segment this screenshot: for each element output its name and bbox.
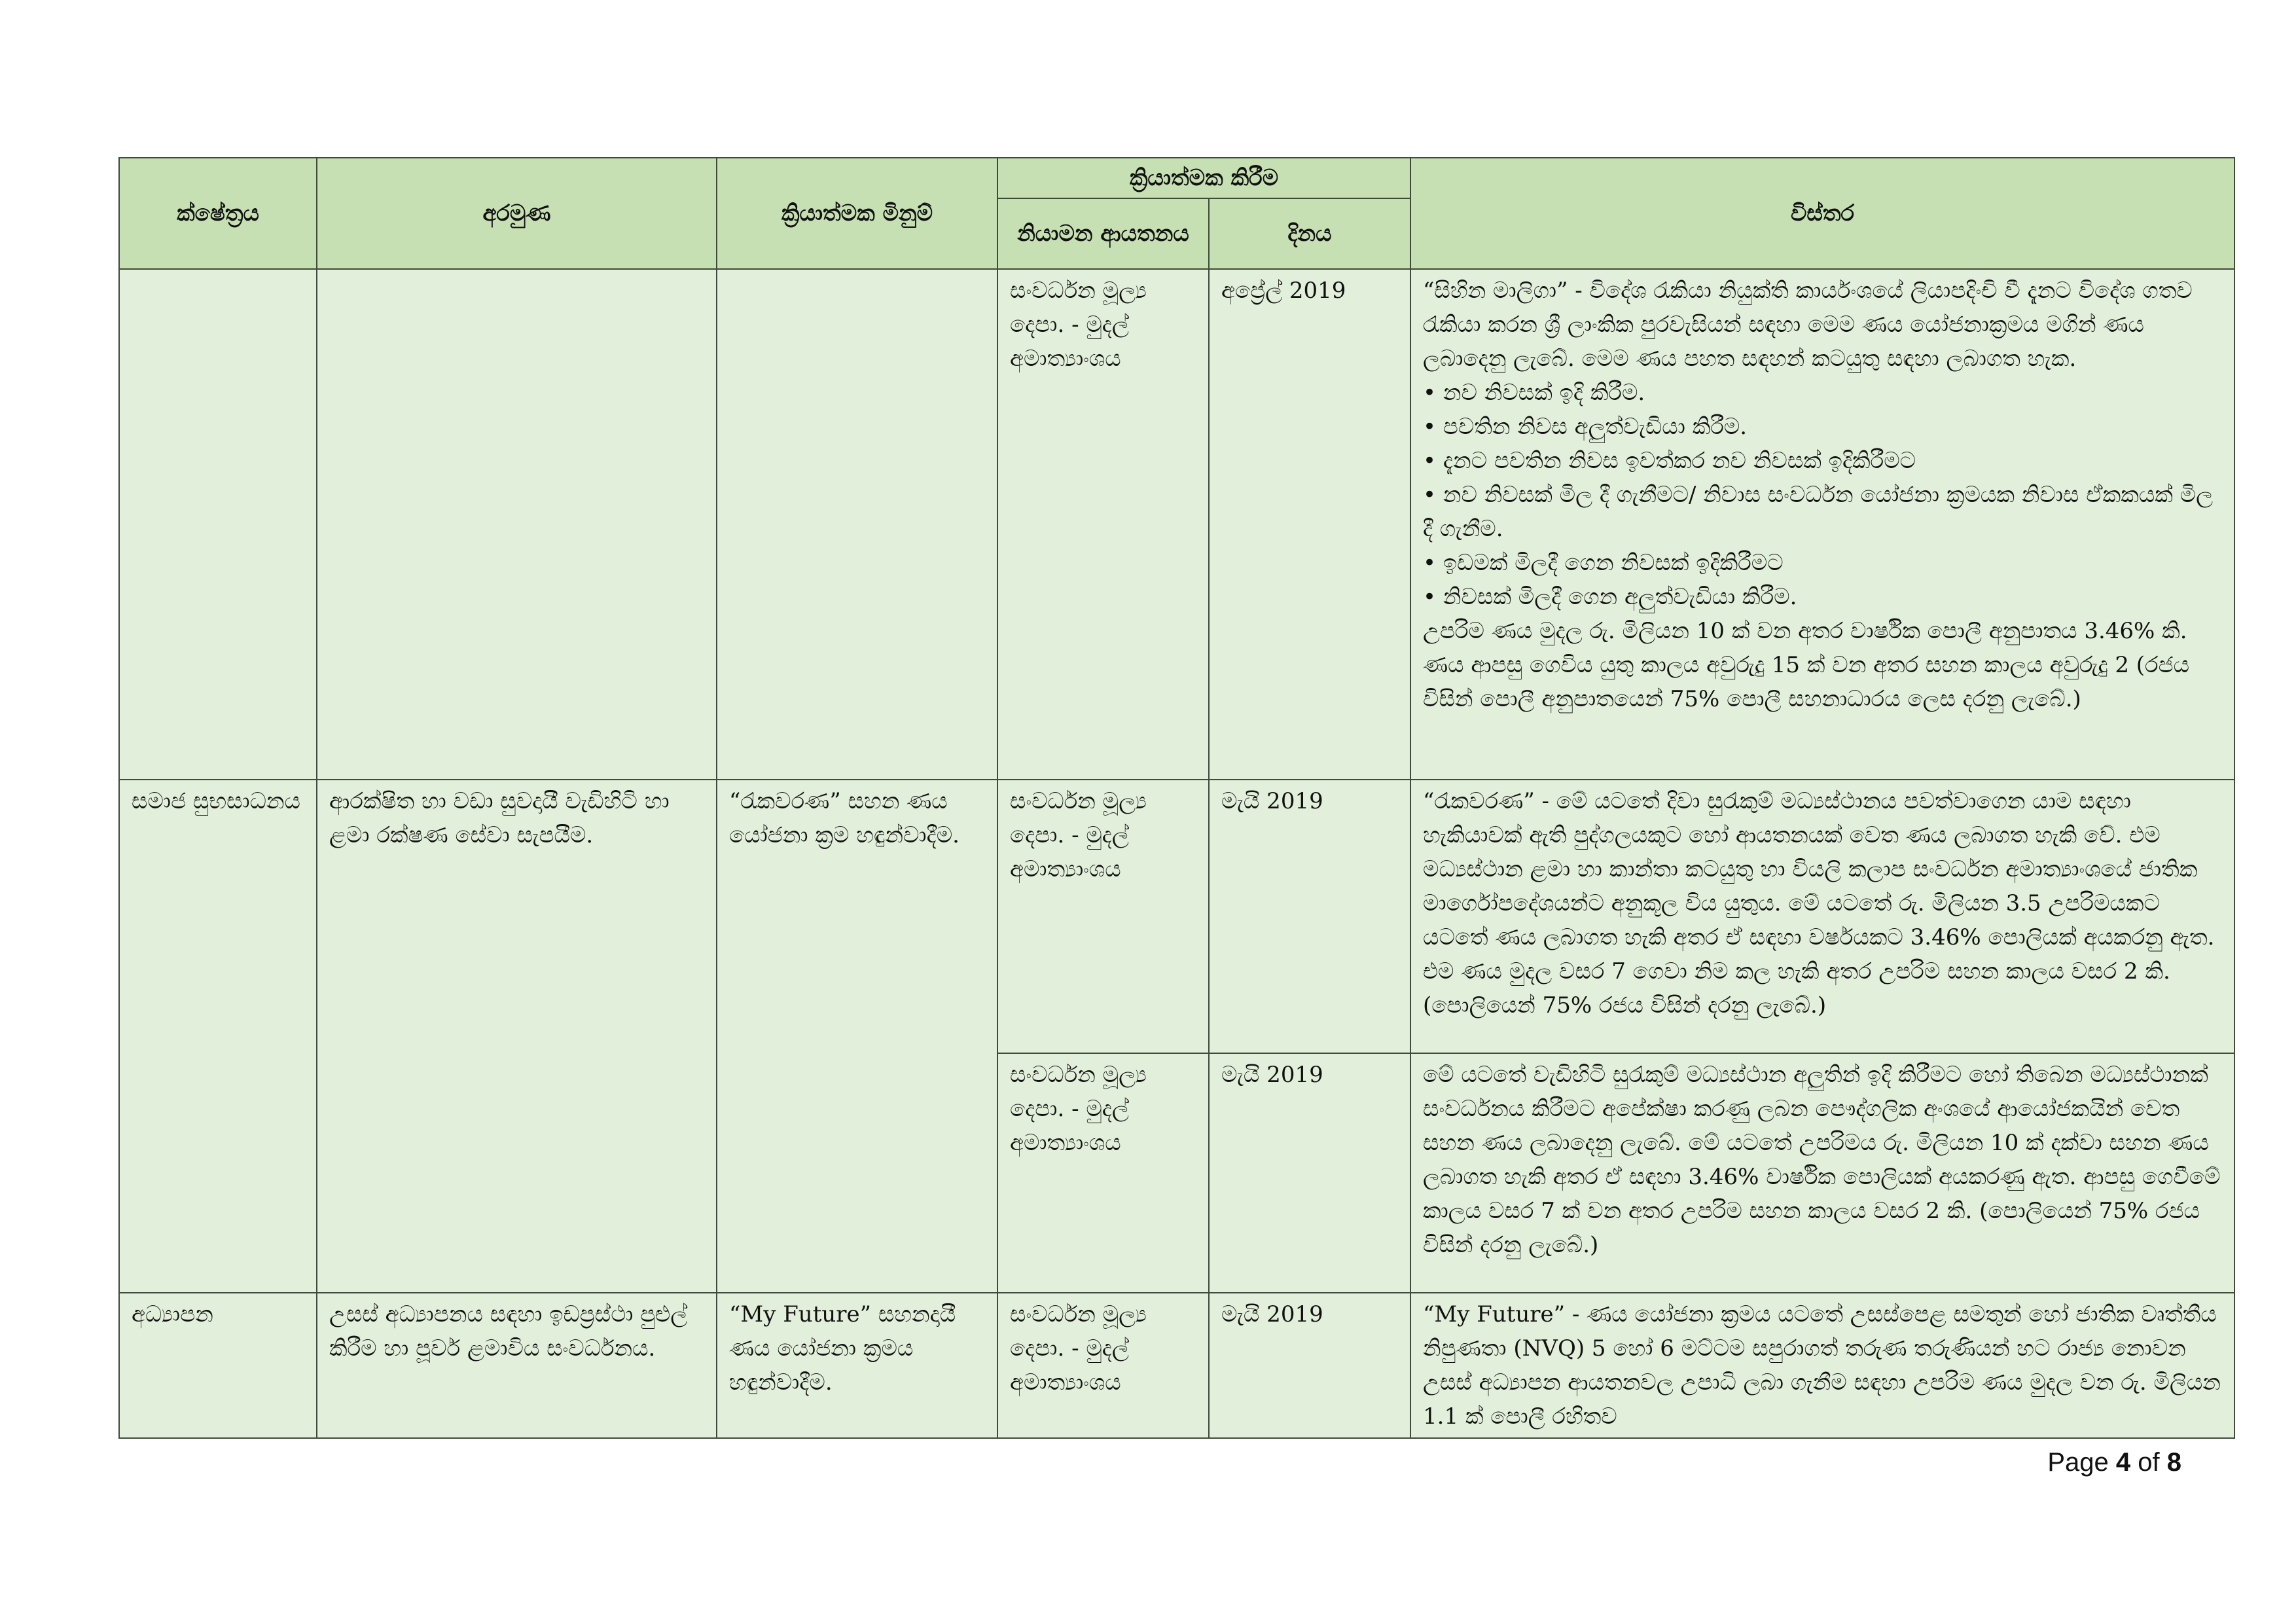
- detail-bullet: • නිවසක් මිලදී ගෙන අලුත්වැඩියා කිරීම.: [1423, 584, 1797, 610]
- cell-measure: [717, 269, 997, 780]
- detail-bullet: • නව නිවසක් මිල දී ගැනීමට/ නිවාස සංවර්ධන යෝජනා ක්‍රමයක නිවාස ඒකකයක් මිල දී ගැනීම.: [1423, 482, 2214, 542]
- header-sector: ක්ෂේත්‍රය: [119, 158, 317, 269]
- detail-paragraph: මේ යටතේ වැඩිහිටි සුරැකුම් මධ්‍යස්ථාන අලුතින් ඉදි කිරීමට හෝ තිබෙන මධ්‍යස්ථානක් සංවර්ධනය කිරීමට අපේක්ෂා කරණු ලබන පෞද්ගලික අංශයේ ආයෝජකයින් වෙත සහන ණය ලබාදෙනු ලැබේ. මේ යටතේ උපරිමය රු. මිලියන 10 ක් දක්වා සහන ණය ලබාගත හැකි අතර ඒ සඳහා 3.46% වාර්ෂික පොලියක් අයකරණු ඇත. ආපසු ගෙවීමේ කාලය වසර 7 ක් වන අතර උපරිම සහන කාලය වසර 2 කි. (පොලියෙන් 75% රජය විසින් දරනු ලැබේ.): [1423, 1062, 2221, 1258]
- cell-sector: සමාජ සුභසාධනය: [119, 780, 317, 1293]
- table-row: [119, 780, 2234, 1053]
- cell-date: මැයි 2019: [1209, 780, 1410, 1053]
- page-of-label: of: [2138, 1448, 2160, 1477]
- table-row: [119, 269, 2234, 780]
- cell-date: අප්‍රේල් 2019: [1209, 269, 1410, 780]
- cell-date: මැයි 2019: [1209, 1293, 1410, 1438]
- cell-objective: [317, 269, 717, 780]
- detail-bullet: • දැනට පවතින නිවස ඉවත්කර නව නිවසක් ඉදිකිරීමට: [1423, 448, 1916, 474]
- page-footer: [2047, 1448, 2181, 1477]
- cell-details: [1410, 1053, 2234, 1293]
- detail-paragraph: “සිහින මාලිගා” - විදේශ රැකියා නියුක්ති කාර්යංශයේ ලියාපදිංචි වී දැනට විදේශ ගතව රැකියා කරන ශ්‍රී ලාංකික පුරවැසියන් සඳහා මෙම ණය යෝජනාක්‍රමය මගින් ණය ලබාදෙනු ලැබේ. මෙම ණය පහත සඳහන් කටයුතු සඳහා ලබාගත හැක.: [1423, 278, 2193, 372]
- cell-objective: උසස් අධ්‍යාපනය සඳහා ඉඩප්‍රස්ථා පුළුල් කිරීම හා පූර්ව ළමාවිය සංවර්ධනය.: [317, 1293, 717, 1438]
- detail-bullet: • පවතින නිවස අලුත්වැඩියා කිරීම.: [1423, 414, 1748, 440]
- page-label: Page: [2047, 1448, 2109, 1477]
- cell-details: [1410, 1293, 2234, 1438]
- cell-institution: සංවර්ධන මූල්‍ය දෙපා. - මුදල් අමාත්‍යාංශය: [997, 780, 1209, 1053]
- detail-paragraph: උපරිම ණය මුදල රු. මිලියන 10 ක් වන අතර වාර්ෂික පොලී අනුපාතය 3.46% කි. ණය ආපසු ගෙවිය යුතු කාලය අවුරුදු 15 ක් වන අතර සහන කාලය අවුරුදු 2 (රජය විසින් පොලී අනුපාතයෙන් 75% පොලී සහනාධාරය ලෙස දරනු ලැබේ.): [1423, 618, 2190, 712]
- header-operational-measure: ක්‍රියාත්මක මිනුම්: [717, 158, 997, 269]
- cell-measure: “රැකවරණ” සහන ණය යෝජනා ක්‍රම හඳුන්වාදීම.: [717, 780, 997, 1293]
- cell-details: [1410, 269, 2234, 780]
- detail-bullet: • නව නිවසක් ඉදි කිරීම.: [1423, 380, 1645, 406]
- header-regulating-institution: නියාමන ආයතනය: [997, 198, 1209, 269]
- table-row: [119, 1293, 2234, 1438]
- cell-institution: සංවර්ධන මූල්‍ය දෙපා. - මුදල් අමාත්‍යාංශය: [997, 1293, 1209, 1438]
- cell-details: [1410, 780, 2234, 1053]
- header-implementation: ක්‍රියාත්මක කිරීම: [997, 158, 1410, 198]
- page-number: 4: [2115, 1448, 2131, 1477]
- page-total: 8: [2166, 1448, 2181, 1477]
- main-table: [118, 157, 2235, 1439]
- header-details: විස්තර: [1410, 158, 2234, 269]
- cell-institution: සංවර්ධන මූල්‍ය දෙපා. - මුදල් අමාත්‍යාංශය: [997, 1053, 1209, 1293]
- cell-sector: අධ්‍යාපන: [119, 1293, 317, 1438]
- header-date: දිනය: [1209, 198, 1410, 269]
- cell-institution: සංවර්ධන මූල්‍ය දෙපා. - මුදල් අමාත්‍යාංශය: [997, 269, 1209, 780]
- cell-date: මැයි 2019: [1209, 1053, 1410, 1293]
- cell-measure: “My Future” සහනදායී ණය යෝජනා ක්‍රමය හඳුන්වාදීම.: [717, 1293, 997, 1438]
- detail-paragraph: “My Future” - ණය යෝජනා ක්‍රමය යටතේ උසස්පෙළ සමතුන් හෝ ජාතික වෘත්තීය නිපුණතා (NVQ) 5 හෝ 6 මට්ටම සපුරාගත් තරුණ තරුණියන් හට රාජ්‍ය නොවන උසස් අධ්‍යාපන ආයතනවල උපාධි ලබා ගැනීම සඳහා උපරිම ණය මුදල වන රු. මිලියන 1.1 ක් පොලී රහිතව: [1423, 1301, 2221, 1430]
- detail-bullet: • ඉඩමක් මිලදී ගෙන නිවසක් ඉදිකිරීමට: [1423, 550, 1784, 576]
- cell-sector: [119, 269, 317, 780]
- detail-paragraph: “රැකවරණ” - මේ යටතේ දිවා සුරැකුම් මධ්‍යස්ථානය පවත්වාගෙන යාම සඳහා හැකියාවක් ඇති පුද්ගලයකුට හෝ ආයතනයක් වෙත ණය ලබාගත හැකි වේ. එම මධ්‍යස්ථාන ළමා හා කාන්තා කටයුතු හා වියලි කලාප සංවර්ධන අමාත්‍යාංශයේ ජාතික මාර්ගෝපදේශයන්ට අනුකූල විය යුතුය. මේ යටතේ රු. මිලියන 3.5 උපරිමයකට යටතේ ණය ලබාගත හැකි අතර ඒ සඳහා වර්ෂයකට 3.46% පොලියක් අයකරනු ඇත. එම ණය මුදල වසර 7 ගෙවා නිම කල හැකි අතර උපරිම සහන කාලය වසර 2 කි. (පොලියෙන් 75% රජය විසින් දරනු ලැබේ.): [1423, 788, 2215, 1019]
- cell-objective: ආරක්ෂිත හා වඩා සුවදායී වැඩිහිටි හා ළමා රක්ෂණ සේවා සැපයීම.: [317, 780, 717, 1293]
- header-objective: අරමුණ: [317, 158, 717, 269]
